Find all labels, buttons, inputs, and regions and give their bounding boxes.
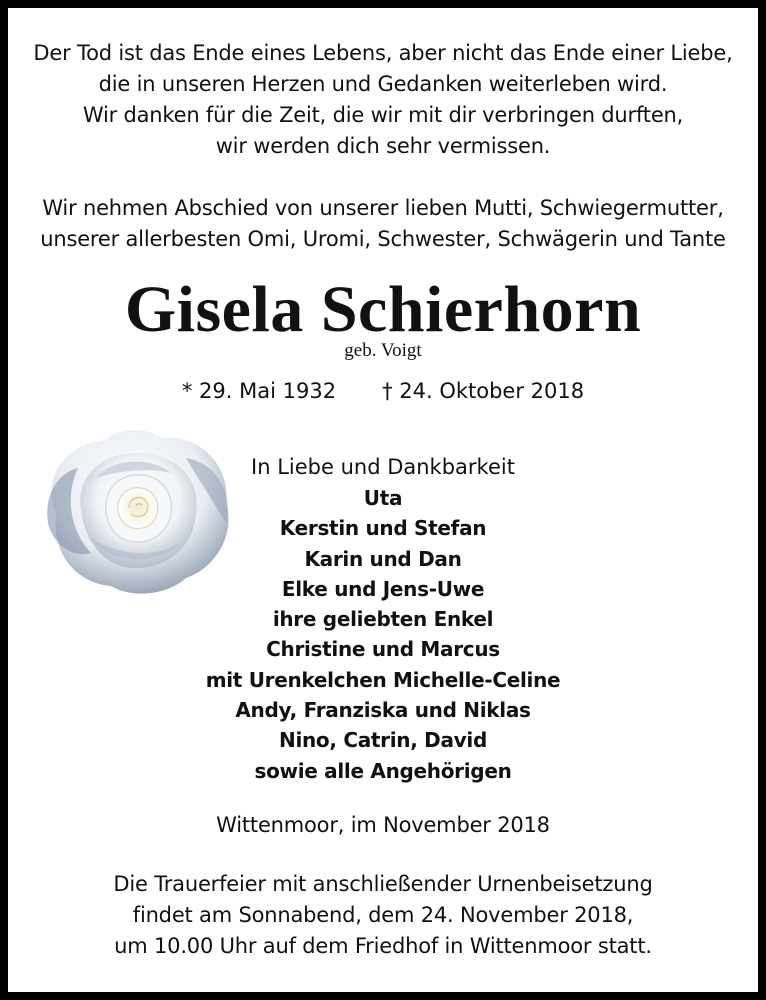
life-dates (8, 376, 758, 407)
mourner-name: sowie alle Angehörigen (254, 758, 512, 783)
mourners-list (188, 452, 578, 786)
mourner-name: Andy, Franziska und Niklas (235, 698, 531, 723)
birth-date: * 29. Mai 1932 (181, 379, 337, 403)
mourner-name: Karin und Dan (304, 546, 462, 571)
mourner-name: Christine und Marcus (266, 637, 500, 662)
death-date: † 24. Oktober 2018 (382, 379, 585, 403)
farewell-line: Wir nehmen Abschied von unserer lieben Mutti, Schwiegermutter, (42, 196, 724, 220)
service-line: Die Trauerfeier mit anschließender Urnenbeisetzung (113, 872, 653, 896)
mourner-name: Elke und Jens-Uwe (281, 576, 485, 601)
mourner-name: mit Urenkelchen Michelle-Celine (205, 667, 561, 692)
mourner-name: ihre geliebten Enkel (272, 607, 494, 632)
service-line: um 10.00 Uhr auf dem Friedhof in Wittenmoor statt. (114, 934, 652, 958)
verse-line: Wir danken für die Zeit, die wir mit dir verbringen durften, (82, 103, 684, 127)
farewell-line: unserer allerbesten Omi, Uromi, Schwester, Schwägerin und Tante (40, 227, 726, 251)
memorial-verse (8, 38, 758, 162)
place-and-date: Wittenmoor, im November 2018 (216, 813, 550, 837)
mourners-intro: In Liebe und Dankbarkeit (251, 455, 515, 479)
deceased-name: Gisela Schierhorn (124, 273, 642, 346)
verse-line: die in unseren Herzen und Gedanken weiterleben wird. (98, 72, 668, 96)
maiden-name: geb. Voigt (344, 340, 422, 361)
obituary-frame (8, 8, 758, 992)
verse-line: wir werden dich sehr vermissen. (215, 134, 551, 158)
mourner-name: Uta (363, 486, 403, 510)
farewell-text (8, 193, 758, 255)
funeral-service-info (8, 869, 758, 962)
mourner-name: Nino, Catrin, David (279, 728, 487, 753)
service-line: findet am Sonnabend, dem 24. November 2018, (132, 903, 634, 927)
obituary-card (8, 8, 758, 992)
verse-line: Der Tod ist das Ende eines Lebens, aber nicht das Ende einer Liebe, (33, 41, 733, 65)
mourner-name: Kerstin und Stefan (279, 516, 487, 541)
